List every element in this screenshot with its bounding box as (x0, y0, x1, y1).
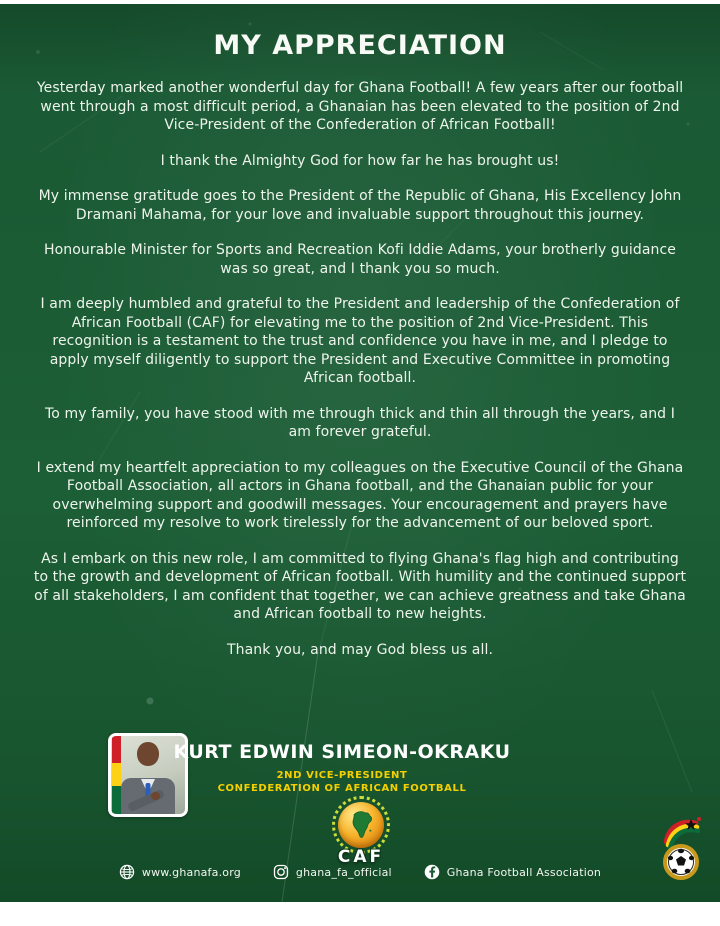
signature-organization: CONFEDERATION OF AFRICAN FOOTBALL (217, 783, 467, 794)
africa-map-icon (346, 808, 376, 842)
paragraph: I thank the Almighty God for how far he has brought us! (160, 152, 560, 169)
paragraph: Yesterday marked another wonderful day for Ghana Football! A few years after our football went through a most difficult period, a Ghanaian has been elevated to the position of 2nd Vice-President of the Confederation of African Football! (36, 80, 684, 133)
paragraph: Thank you, and may God bless us all. (226, 641, 493, 658)
caf-logo-text: CAF (337, 847, 385, 867)
poster-background (0, 4, 720, 902)
instagram-icon (273, 864, 289, 880)
paragraph: I extend my heartfelt appreciation to my colleagues on the Executive Council of the Ghana Football Association, all actors in Ghana football, and the Ghanaian public for your overwhelming support and goodwill messages. Your encouragement and prayers have reinforced my resolve to work tirelessly for the advancement of our beloved sport. (36, 459, 684, 531)
footer-item-facebook (424, 864, 601, 880)
globe-icon (119, 864, 135, 880)
gfa-logo (656, 814, 706, 882)
signature-role: 2ND VICE-PRESIDENT (276, 770, 408, 781)
paragraph: My immense gratitude goes to the President of the Republic of Ghana, His Excellency John Dramani Mahama, for your love and invaluable support throughout this journey. (38, 188, 682, 223)
facebook-icon (424, 864, 440, 880)
page-title: MY APPRECIATION (213, 30, 507, 61)
paragraph: Honourable Minister for Sports and Recreation Kofi Iddie Adams, your brotherly guidance was so great, and I thank you so much. (43, 242, 677, 277)
top-white-strip (0, 0, 720, 4)
footer-item-instagram (273, 864, 392, 880)
footer-item-website (119, 864, 241, 880)
signature-block (0, 741, 702, 794)
facebook-label: Ghana Football Association (446, 865, 602, 879)
instagram-label: ghana_fa_official (295, 865, 392, 879)
statement-body (33, 79, 687, 676)
caf-logo-ring (332, 796, 390, 854)
caf-logo-sphere (338, 802, 384, 848)
paragraph: As I embark on this new role, I am committed to flying Ghana's flag high and contributing to the growth and development of African football. With humility and the continued support of all stakeholders, I am confident that together, we can achieve greatness and take Ghana and African football to new heights. (33, 550, 687, 622)
footer-social-row (0, 864, 720, 880)
bottom-white-strip (0, 902, 720, 926)
paragraph: To my family, you have stood with me through thick and thin all through the years, and I am forever grateful. (45, 405, 675, 440)
website-label: www.ghanafa.org (141, 865, 241, 879)
signature-name: KURT EDWIN SIMEON-OKRAKU (173, 741, 511, 763)
caf-logo (323, 796, 399, 867)
paragraph: I am deeply humbled and grateful to the President and leadership of the Confederation of African Football (CAF) for elevating me to the position of 2nd Vice-President. This recognition is a testament to the trust and confidence you have in me, and I pledge to apply myself diligently to support the President and Executive Committee in promoting African football. (40, 296, 680, 386)
